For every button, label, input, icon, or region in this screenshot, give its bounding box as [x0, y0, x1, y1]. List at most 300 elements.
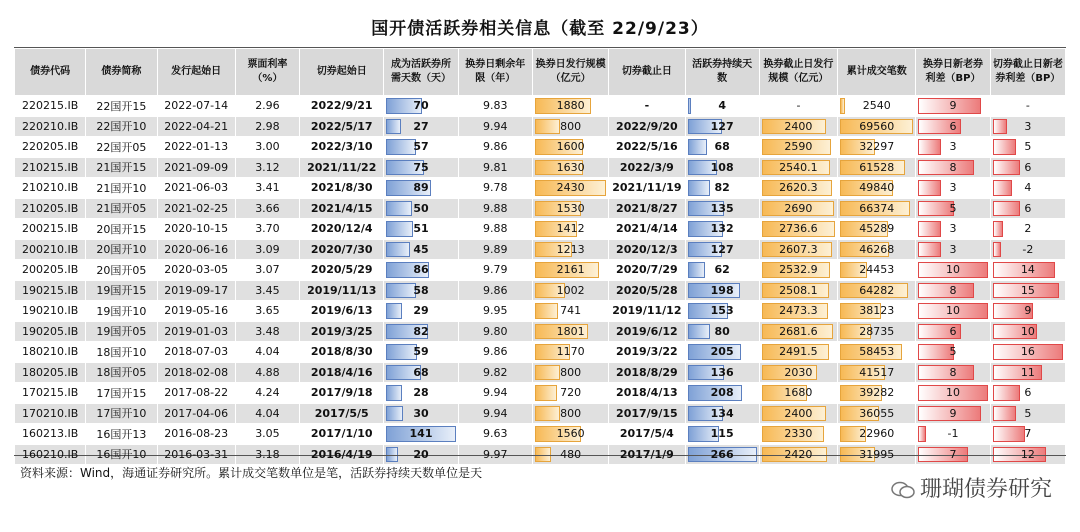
cell-value: 2681.6 — [779, 324, 818, 338]
value-bar — [386, 139, 415, 155]
column-header: 成为活跃券所需天数（天） — [384, 49, 458, 96]
table-cell — [609, 116, 685, 137]
table-cell — [685, 342, 759, 363]
table-cell — [916, 383, 990, 404]
cell-value: 62 — [714, 263, 730, 277]
cell-value: 2022/9/20 — [616, 119, 678, 133]
table-cell — [838, 260, 916, 281]
table-cell — [157, 219, 235, 240]
table-cell — [990, 301, 1065, 322]
table-cell — [838, 116, 916, 137]
table-cell — [990, 403, 1065, 424]
table-cell — [300, 280, 384, 301]
cell-value: 21国开15 — [96, 161, 147, 175]
cell-value: 115 — [710, 427, 734, 441]
column-header: 换券截止日发行规模（亿元） — [759, 49, 837, 96]
table-cell — [384, 424, 458, 445]
table-cell — [458, 137, 532, 158]
source-note: 资料来源：Wind，海通证券研究所。累计成交笔数单位是笔，活跃券持续天数单位是天 — [20, 466, 483, 480]
value-bar — [688, 139, 707, 155]
table-cell — [759, 137, 837, 158]
table-cell — [384, 178, 458, 199]
table-cell — [157, 239, 235, 260]
table-cell — [235, 280, 299, 301]
table-cell — [15, 362, 86, 383]
cell-value: 80 — [714, 324, 730, 338]
cell-value: 82 — [714, 181, 730, 195]
cell-value: 9 — [949, 99, 957, 113]
cell-value: 2020/7/29 — [616, 263, 678, 277]
value-bar — [386, 201, 412, 217]
cell-value: 2420 — [784, 447, 813, 461]
value-bar — [918, 242, 940, 258]
table-cell — [609, 424, 685, 445]
cell-value: 2019-05-16 — [164, 304, 229, 318]
table-cell — [86, 239, 157, 260]
cell-value: 8 — [949, 283, 957, 297]
cell-value: 39282 — [859, 386, 895, 400]
cell-value: 2019-01-03 — [164, 324, 229, 338]
cell-value: 3.45 — [255, 283, 280, 297]
table-cell — [685, 321, 759, 342]
cell-value: 2021/8/27 — [616, 201, 678, 215]
cell-value: 4.04 — [255, 345, 280, 359]
cell-value: 2019/11/13 — [307, 283, 377, 297]
cell-value: 3.07 — [255, 263, 280, 277]
cell-value: 2.96 — [255, 99, 280, 113]
cell-value: 8 — [949, 365, 957, 379]
value-bar — [993, 201, 1021, 217]
cell-value: 16国开13 — [96, 427, 147, 441]
cell-value: 2022/9/21 — [310, 99, 373, 113]
value-bar — [386, 242, 410, 258]
table-cell — [235, 301, 299, 322]
cell-value: 210205.IB — [21, 201, 79, 215]
table-cell — [458, 301, 532, 322]
cell-value: 9 — [1024, 304, 1032, 318]
cell-value: 21国开05 — [96, 202, 147, 216]
table-cell — [759, 280, 837, 301]
table-cell — [458, 362, 532, 383]
table-cell — [759, 198, 837, 219]
value-bar — [840, 98, 845, 114]
table-cell — [838, 424, 916, 445]
table-cell — [759, 239, 837, 260]
cell-value: 190215.IB — [21, 283, 79, 297]
table-cell — [86, 137, 157, 158]
cell-value: 800 — [560, 119, 582, 133]
table-cell — [157, 96, 235, 117]
value-bar — [918, 365, 974, 381]
cell-value: 2020/12/4 — [310, 222, 373, 236]
table-cell — [838, 137, 916, 158]
table-cell — [838, 301, 916, 322]
table-row — [15, 137, 1066, 158]
cell-value: 200210.IB — [21, 242, 79, 256]
cell-value: 11 — [1020, 365, 1035, 379]
table-cell — [235, 424, 299, 445]
cell-value: 5 — [949, 201, 957, 215]
cell-value: 22960 — [859, 427, 895, 441]
cell-value: 480 — [560, 447, 582, 461]
cell-value: 2017-04-06 — [164, 406, 229, 420]
table-cell — [300, 403, 384, 424]
table-cell — [384, 239, 458, 260]
table-cell — [609, 239, 685, 260]
cell-value: 108 — [710, 160, 734, 174]
cell-value: 2017/9/15 — [616, 406, 678, 420]
cell-value: 68 — [714, 140, 730, 154]
table-cell — [609, 137, 685, 158]
table-row — [15, 198, 1066, 219]
cell-value: 10 — [946, 263, 961, 277]
table-cell — [235, 362, 299, 383]
cell-value: 2.98 — [255, 119, 280, 133]
table-cell — [990, 424, 1065, 445]
cell-value: 70 — [413, 99, 429, 113]
cell-value: 24453 — [859, 263, 895, 277]
table-cell — [86, 116, 157, 137]
table-cell — [685, 301, 759, 322]
cell-value: 741 — [560, 304, 582, 318]
cell-value: 1412 — [556, 222, 585, 236]
cell-value: 2020/7/30 — [310, 242, 373, 256]
table-cell — [609, 260, 685, 281]
table-cell — [990, 137, 1065, 158]
cell-value: 38123 — [859, 304, 895, 318]
table-cell — [990, 96, 1065, 117]
value-bar — [993, 221, 1004, 237]
cell-value: 2021/4/14 — [616, 222, 678, 236]
table-cell — [609, 321, 685, 342]
cell-value: 51 — [413, 222, 429, 236]
table-cell — [990, 280, 1065, 301]
cell-value: 2017/1/10 — [310, 427, 373, 441]
value-bar — [918, 160, 974, 176]
table-row — [15, 219, 1066, 240]
table-cell — [15, 178, 86, 199]
column-header: 发行起始日 — [157, 49, 235, 96]
table-cell — [532, 116, 608, 137]
cell-value: 3.05 — [255, 427, 280, 441]
table-cell — [384, 157, 458, 178]
value-bar — [386, 385, 401, 401]
cell-value: 9.97 — [483, 447, 508, 461]
cell-value: 6 — [949, 324, 957, 338]
value-bar — [993, 119, 1008, 135]
cell-value: 4.04 — [255, 406, 280, 420]
table-cell — [838, 342, 916, 363]
table-cell — [86, 424, 157, 445]
cell-value: 4.24 — [255, 386, 280, 400]
table-cell — [916, 239, 990, 260]
cell-value: 210210.IB — [21, 181, 79, 195]
column-header: 换券日剩余年限（年） — [458, 49, 532, 96]
table-cell — [15, 383, 86, 404]
cell-value: 208 — [710, 386, 734, 400]
table-cell — [458, 157, 532, 178]
cell-value: 1560 — [556, 427, 585, 441]
cell-value: 2540 — [862, 99, 891, 113]
table-cell — [838, 239, 916, 260]
cell-value: 10 — [1020, 324, 1035, 338]
table-cell — [916, 321, 990, 342]
table-row — [15, 116, 1066, 137]
table-cell — [990, 321, 1065, 342]
table-cell — [609, 178, 685, 199]
table-cell — [157, 321, 235, 342]
cell-value: 2020/12/3 — [616, 242, 678, 256]
cell-value: 9.79 — [483, 263, 508, 277]
table-cell — [759, 116, 837, 137]
cell-value: 2161 — [556, 263, 585, 277]
cell-value: 2430 — [556, 181, 585, 195]
table-cell — [532, 137, 608, 158]
cell-value: - — [1025, 99, 1030, 113]
table-cell — [300, 383, 384, 404]
table-cell — [86, 362, 157, 383]
cell-value: 2022-04-21 — [164, 119, 229, 133]
table-cell — [300, 239, 384, 260]
table-cell — [384, 219, 458, 240]
table-cell — [300, 444, 384, 465]
table-cell — [15, 342, 86, 363]
cell-value: 2400 — [784, 119, 813, 133]
cell-value: 22国开15 — [96, 99, 147, 113]
table-cell — [990, 178, 1065, 199]
cell-value: 6 — [1024, 386, 1032, 400]
value-bar — [918, 180, 940, 196]
column-header: 切券截止日新老券利差（BP） — [990, 49, 1065, 96]
table-cell — [532, 198, 608, 219]
table-cell — [15, 260, 86, 281]
table-cell — [532, 178, 608, 199]
table-cell — [916, 157, 990, 178]
cell-value: 15 — [1020, 283, 1035, 297]
value-bar — [993, 160, 1021, 176]
cell-value: 200215.IB — [21, 222, 79, 236]
table-cell — [838, 219, 916, 240]
cell-value: 20 — [413, 447, 429, 461]
cell-value: 3 — [949, 140, 957, 154]
table-cell — [86, 96, 157, 117]
table-cell — [759, 321, 837, 342]
table-cell — [15, 403, 86, 424]
table-cell — [15, 444, 86, 465]
table-cell — [86, 403, 157, 424]
table-cell — [157, 157, 235, 178]
cell-value: 3 — [1024, 119, 1032, 133]
cell-value: 800 — [560, 406, 582, 420]
cell-value: 2021-06-03 — [164, 181, 229, 195]
table-cell — [384, 280, 458, 301]
cell-value: 64282 — [859, 283, 895, 297]
table-cell — [235, 383, 299, 404]
cell-value: 20国开15 — [96, 222, 147, 236]
cell-value: 19国开10 — [96, 304, 147, 318]
cell-value: 41517 — [859, 365, 895, 379]
table-cell — [300, 321, 384, 342]
value-bar — [993, 180, 1012, 196]
table-cell — [990, 342, 1065, 363]
cell-value: 17国开15 — [96, 386, 147, 400]
table-cell — [15, 424, 86, 445]
table-cell — [384, 116, 458, 137]
table-cell — [157, 342, 235, 363]
cell-value: 190205.IB — [21, 324, 79, 338]
cell-value: 1530 — [556, 201, 585, 215]
table-cell — [916, 137, 990, 158]
cell-value: 2508.1 — [779, 283, 818, 297]
cell-value: 17国开10 — [96, 407, 147, 421]
cell-value: 9.86 — [483, 140, 508, 154]
table-cell — [458, 178, 532, 199]
table-cell — [235, 137, 299, 158]
table-cell — [916, 96, 990, 117]
cell-value: 2017-08-22 — [164, 386, 229, 400]
cell-value: 4.88 — [255, 365, 280, 379]
table-cell — [458, 424, 532, 445]
table-cell — [235, 239, 299, 260]
cell-value: 1630 — [556, 160, 585, 174]
cell-value: 135 — [710, 201, 734, 215]
cell-value: 2020-03-05 — [164, 263, 229, 277]
table-cell — [759, 424, 837, 445]
cell-value: 2020/5/28 — [616, 283, 678, 297]
cell-value: 266 — [710, 447, 734, 461]
cell-value: 2020/5/29 — [310, 263, 373, 277]
cell-value: 22国开10 — [96, 120, 147, 134]
table-cell — [15, 137, 86, 158]
cell-value: 2021/4/15 — [310, 201, 373, 215]
cell-value: 180205.IB — [21, 365, 79, 379]
table-cell — [990, 239, 1065, 260]
table-cell — [759, 178, 837, 199]
table-cell — [532, 157, 608, 178]
table-cell — [838, 96, 916, 117]
cell-value: 18国开10 — [96, 345, 147, 359]
cell-value: 19国开05 — [96, 325, 147, 339]
table-cell — [990, 116, 1065, 137]
cell-value: 89 — [413, 181, 429, 195]
cell-value: 180210.IB — [21, 345, 79, 359]
cell-value: 1801 — [556, 324, 585, 338]
cell-value: 800 — [560, 365, 582, 379]
cell-value: 2019/3/22 — [616, 345, 678, 359]
cell-value: 21国开10 — [96, 181, 147, 195]
cell-value: 69560 — [859, 119, 895, 133]
cell-value: 3 — [949, 222, 957, 236]
cell-value: 22国开05 — [96, 140, 147, 154]
cell-value: 27 — [413, 119, 429, 133]
cell-value: 2019/6/13 — [310, 304, 373, 318]
table-cell — [759, 403, 837, 424]
cell-value: 134 — [710, 406, 734, 420]
cell-value: 2022/3/10 — [310, 140, 373, 154]
cell-value: 4 — [718, 99, 726, 113]
table-cell — [300, 137, 384, 158]
table-cell — [458, 403, 532, 424]
table-cell — [235, 342, 299, 363]
cell-value: 3.65 — [255, 304, 280, 318]
wechat-icon — [890, 481, 916, 499]
cell-value: 28735 — [859, 324, 895, 338]
table-title: 国开债活跃券相关信息（截至 22/9/23） — [371, 19, 709, 39]
cell-value: 50 — [413, 201, 429, 215]
table-cell — [532, 362, 608, 383]
table-cell — [685, 260, 759, 281]
table-cell — [685, 219, 759, 240]
cell-value: 75 — [413, 160, 429, 174]
table-cell — [157, 424, 235, 445]
table-cell — [235, 321, 299, 342]
cell-value: 2016/4/19 — [310, 447, 373, 461]
cell-value: 2736.6 — [779, 222, 818, 236]
cell-value: 3 — [949, 181, 957, 195]
table-cell — [532, 383, 608, 404]
table-cell — [458, 96, 532, 117]
table-cell — [157, 403, 235, 424]
cell-value: 210215.IB — [21, 160, 79, 174]
table-cell — [990, 362, 1065, 383]
table-cell — [86, 342, 157, 363]
value-bar — [918, 426, 926, 442]
table-cell — [685, 424, 759, 445]
table-cell — [300, 198, 384, 219]
table-cell — [685, 362, 759, 383]
cell-value: 20国开05 — [96, 263, 147, 277]
cell-value: 2017/1/9 — [619, 447, 674, 461]
cell-value: 2018/8/29 — [616, 365, 678, 379]
cell-value: 2030 — [784, 365, 813, 379]
table-cell — [916, 301, 990, 322]
cell-value: 66374 — [859, 201, 895, 215]
cell-value: 31995 — [859, 447, 895, 461]
table-cell — [838, 321, 916, 342]
table-cell — [15, 321, 86, 342]
cell-value: 2022/5/17 — [310, 119, 373, 133]
table-cell — [532, 96, 608, 117]
table-cell — [916, 260, 990, 281]
cell-value: 2607.3 — [779, 242, 818, 256]
cell-value: 2017/9/18 — [310, 386, 373, 400]
table-cell — [838, 280, 916, 301]
cell-value: 4 — [1024, 181, 1032, 195]
cell-value: 160213.IB — [21, 427, 79, 441]
cell-value: 2491.5 — [779, 345, 818, 359]
table-cell — [609, 362, 685, 383]
table-row — [15, 301, 1066, 322]
table-row — [15, 280, 1066, 301]
cell-value: 3 — [949, 242, 957, 256]
table-cell — [300, 301, 384, 322]
cell-value: 9.82 — [483, 365, 508, 379]
table-cell — [86, 321, 157, 342]
table-row — [15, 178, 1066, 199]
cell-value: 2016-03-31 — [164, 447, 229, 461]
cell-value: 170215.IB — [21, 386, 79, 400]
table-cell — [235, 178, 299, 199]
watermark — [890, 472, 1052, 503]
table-cell — [759, 260, 837, 281]
cell-value: 9 — [949, 406, 957, 420]
table-cell — [157, 362, 235, 383]
cell-value: 2018-07-03 — [164, 345, 229, 359]
table-cell — [916, 342, 990, 363]
table-row — [15, 362, 1066, 383]
cell-value: 19国开15 — [96, 284, 147, 298]
cell-value: 132 — [710, 222, 734, 236]
